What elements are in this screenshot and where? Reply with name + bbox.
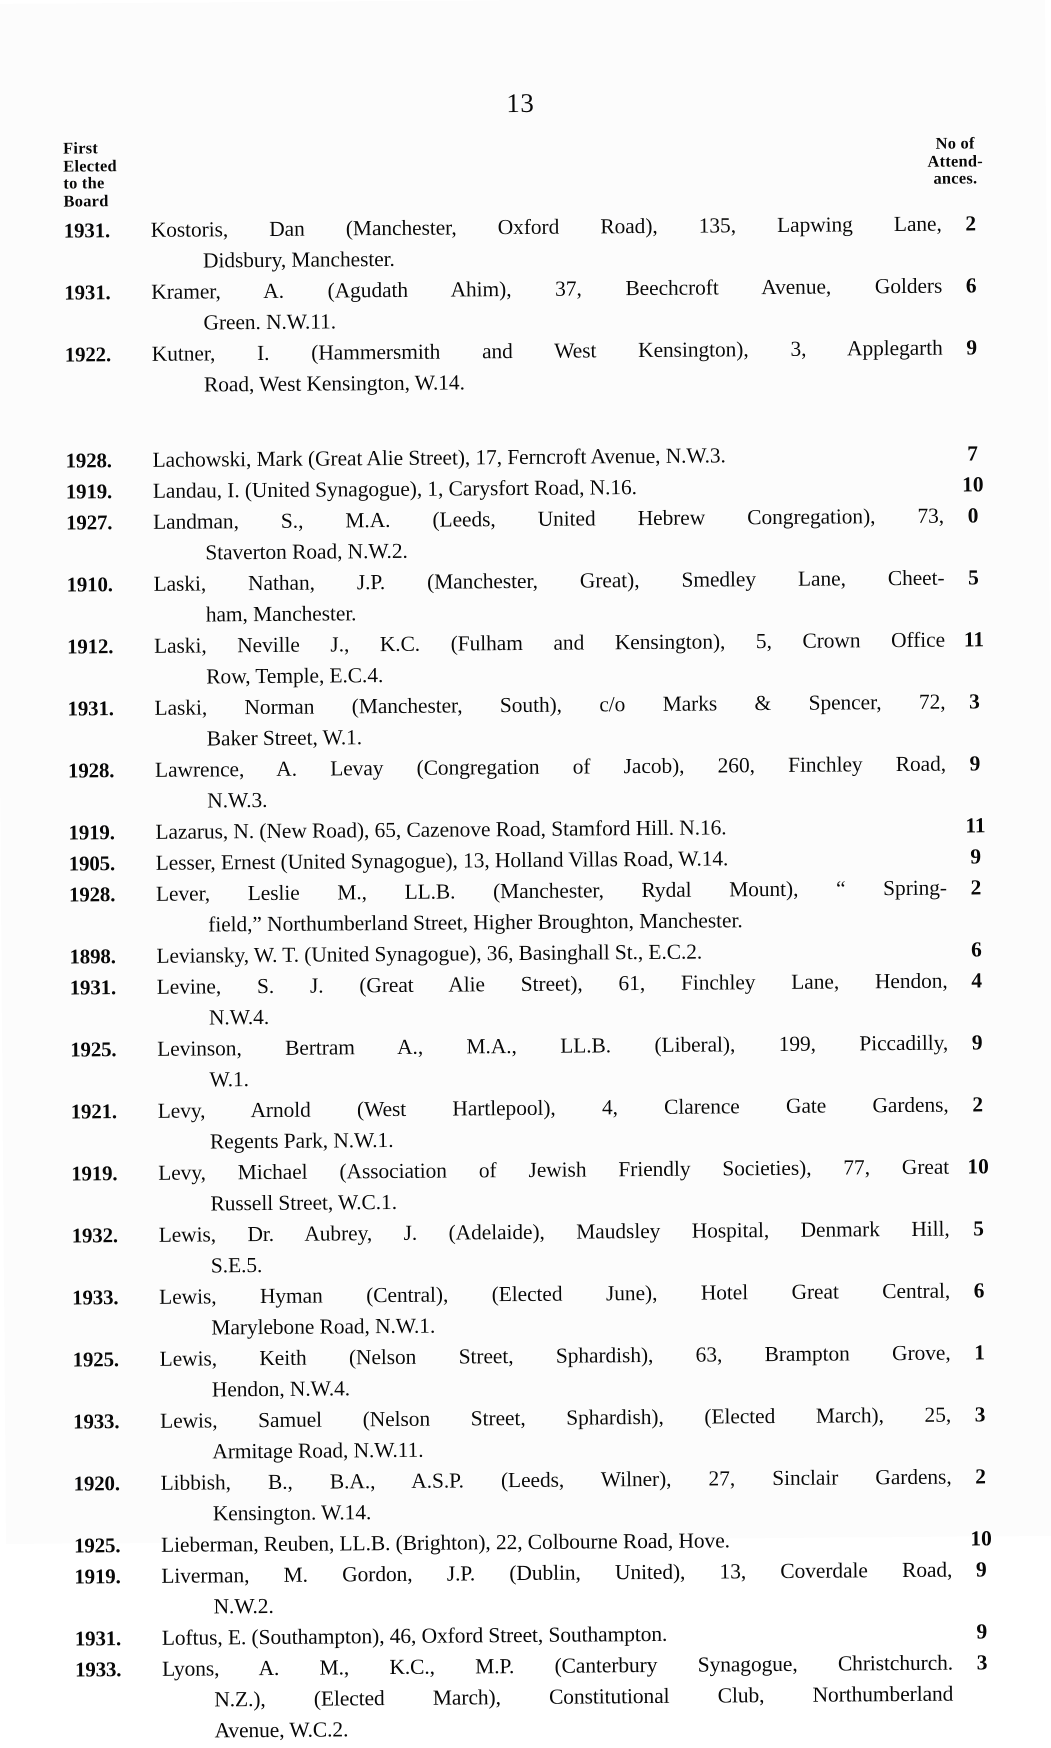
entry-year-elected: 1919. xyxy=(65,479,113,504)
column-header-attendances xyxy=(895,134,1015,187)
entry-line: Lieberman, Reuben, LL.B. (Brighton), 22, Colbourne Road, Hove. xyxy=(160,1528,730,1557)
column-header-line: ances. xyxy=(933,168,978,188)
entry-attendance-count: 5 xyxy=(968,565,979,590)
entry-line: Green. N.W.11. xyxy=(203,309,337,335)
entry-details xyxy=(153,563,944,631)
entry-attendance-count: 3 xyxy=(976,1650,988,1675)
entry-attendance-count: 1 xyxy=(974,1340,986,1365)
entry-attendance-count: 0 xyxy=(967,503,979,528)
entry-details xyxy=(159,1214,950,1282)
member-entry xyxy=(0,748,1051,818)
entry-attendance-count: 6 xyxy=(970,937,982,962)
entry-year-elected: 1922. xyxy=(64,342,112,367)
member-entry xyxy=(0,500,1049,570)
entry-attendance-count: 11 xyxy=(965,813,986,838)
entry-details xyxy=(157,966,948,1034)
entry-year-elected: 1912. xyxy=(66,634,114,659)
entry-attendance-count: 6 xyxy=(965,273,977,298)
entry-line: Lawrence, A. Levay (Congregation of Jacob), 260, Finchley Road, xyxy=(154,751,947,782)
entry-year-elected: 1920. xyxy=(73,1471,120,1496)
member-entry xyxy=(3,1151,1051,1221)
entry-details xyxy=(152,333,943,401)
entry-details xyxy=(161,1555,952,1623)
entry-line: Avenue, W.C.2. xyxy=(214,1717,349,1743)
entry-year-elected: 1898. xyxy=(69,944,116,969)
entry-attendance-count: 9 xyxy=(976,1619,988,1644)
member-entry xyxy=(5,1461,1051,1531)
entry-year-elected: 1919. xyxy=(71,1161,118,1186)
entry-year-elected: 1933. xyxy=(73,1409,120,1434)
entry-attendance-count: 2 xyxy=(972,1092,984,1117)
entry-attendance-count: 2 xyxy=(965,211,977,236)
entry-details xyxy=(160,1462,951,1530)
entry-line: Kutner, I. (Hammersmith and West Kensington), 3, Applegarth xyxy=(151,335,943,366)
entry-year-elected: 1925. xyxy=(73,1533,121,1558)
entry-details xyxy=(158,1152,949,1220)
column-header-first-elected xyxy=(63,139,117,209)
member-entry xyxy=(0,686,1051,756)
entry-line: Levy, Michael (Association of Jewish Friendly Societies), 77, Great xyxy=(158,1154,950,1185)
entry-line: Armitage Road, N.W.11. xyxy=(212,1437,424,1464)
member-entry xyxy=(5,1337,1051,1407)
entry-line: Regents Park, N.W.1. xyxy=(209,1128,394,1154)
entry-year-elected: 1919. xyxy=(68,820,115,845)
member-entry xyxy=(5,1399,1051,1469)
entry-attendance-count: 9 xyxy=(971,1030,983,1055)
entry-attendance-count: 10 xyxy=(970,1526,992,1551)
entry-line: Russell Street, W.C.1. xyxy=(210,1189,398,1216)
entry-attendance-count: 10 xyxy=(961,472,984,497)
entry-line: Lewis, Hyman (Central), (Elected June), Hotel Great Central, xyxy=(159,1278,951,1309)
entry-line: Landman, S., M.A. (Leeds, United Hebrew Congregation), 73, xyxy=(152,503,945,534)
entry-line: Kramer, A. (Agudath Ahim), 37, Beechcroft Avenue, Golders xyxy=(151,273,943,304)
entry-details xyxy=(160,1400,951,1468)
entry-year-elected: 1927. xyxy=(65,510,113,535)
entry-year-elected: 1925. xyxy=(72,1347,119,1372)
column-header-line: No of xyxy=(935,133,975,153)
column-header-line: Attend- xyxy=(927,150,984,171)
entry-attendance-count: 9 xyxy=(975,1557,987,1582)
entry-attendance-count: 9 xyxy=(966,335,978,360)
entry-attendance-count: 9 xyxy=(970,844,982,869)
entry-details xyxy=(162,1648,954,1747)
member-entry xyxy=(0,208,1047,278)
entry-year-elected: 1925. xyxy=(70,1037,117,1062)
member-entry xyxy=(0,332,1048,402)
column-header-line: First xyxy=(63,138,99,158)
entry-line: N.Z.), (Elected March), Constitutional Club, Northumberland xyxy=(214,1681,954,1712)
entry-details xyxy=(154,687,945,755)
entry-line: field,” Northumberland Street, Higher Broughton, Manchester. xyxy=(208,908,743,937)
entry-attendance-count: 4 xyxy=(971,968,983,993)
entry-year-elected: 1931. xyxy=(74,1626,122,1651)
entry-line: N.W.4. xyxy=(208,1004,270,1030)
entry-line: Lyons, A. M., K.C., M.P. (Canterbury Synagogue, Christchurch. xyxy=(161,1650,954,1681)
entry-line: Loftus, E. (Southampton), 46, Oxford Street, Southampton. xyxy=(161,1621,668,1650)
entry-details xyxy=(153,501,944,569)
entry-line: ham, Manchester. xyxy=(205,601,357,627)
entry-year-elected: 1921. xyxy=(70,1099,118,1124)
entry-line: Kensington. W.14. xyxy=(212,1500,372,1526)
member-entry xyxy=(4,1213,1051,1283)
entry-year-elected: 1928. xyxy=(68,882,116,907)
entry-details xyxy=(158,1090,949,1158)
member-entry xyxy=(7,1647,1051,1748)
page-number: 13 xyxy=(506,87,535,119)
member-entry xyxy=(3,1089,1051,1159)
entry-attendance-count: 2 xyxy=(975,1464,987,1489)
entry-attendance-count: 7 xyxy=(967,441,978,466)
entry-attendance-count: 2 xyxy=(970,875,982,900)
entry-line: Liverman, M. Gordon, J.P. (Dublin, United), 13, Coverdale Road, xyxy=(161,1557,953,1588)
entry-line: Lesser, Ernest (United Synagogue), 13, Holland Villas Road, W.14. xyxy=(155,846,729,875)
entry-line: Road, West Kensington, W.14. xyxy=(203,370,465,397)
entry-line: N.W.2. xyxy=(213,1593,274,1619)
entry-details xyxy=(151,209,942,277)
column-header-line: to the xyxy=(63,173,105,193)
entry-line: Leviansky, W. T. (United Synagogue), 36, Basinghall St., E.C.2. xyxy=(156,939,703,968)
member-entry xyxy=(2,1027,1051,1097)
entry-year-elected: 1933. xyxy=(74,1657,122,1682)
member-entry xyxy=(2,965,1051,1035)
entry-line: Row, Temple, E.C.4. xyxy=(206,663,384,689)
entry-line: Levinson, Bertram A., M.A., LL.B. (Liberal), 199, Piccadilly, xyxy=(157,1030,949,1061)
entry-year-elected: 1933. xyxy=(72,1285,119,1310)
entry-line: Libbish, B., B.A., A.S.P. (Leeds, Wilner), 27, Sinclair Gardens, xyxy=(160,1464,952,1495)
entry-line: Didsbury, Manchester. xyxy=(202,246,395,273)
member-entry xyxy=(1,872,1051,942)
entry-year-elected: 1928. xyxy=(67,758,115,783)
entry-line: Lazarus, N. (New Road), 65, Cazenove Road, Stamford Hill. N.16. xyxy=(155,815,727,844)
entry-attendance-count: 9 xyxy=(969,751,981,776)
entry-details xyxy=(155,749,946,817)
entry-year-elected: 1928. xyxy=(65,448,112,473)
entry-line: Baker Street, W.1. xyxy=(206,725,363,751)
entry-attendance-count: 6 xyxy=(973,1278,985,1303)
entry-year-elected: 1931. xyxy=(67,696,114,721)
entry-year-elected: 1919. xyxy=(74,1564,121,1589)
entry-details xyxy=(159,1276,950,1344)
entry-line: Laski, Neville J., K.C. (Fulham and Kensington), 5, Crown Office xyxy=(153,627,946,658)
entry-line: Lachowski, Mark (Great Alie Street), 17, Ferncroft Avenue, N.W.3. xyxy=(152,443,726,472)
column-header-line: Elected xyxy=(63,155,117,176)
entry-line: Kostoris, Dan (Manchester, Oxford Road), 135, Lapwing Lane, xyxy=(150,211,942,242)
entry-line: Laski, Norman (Manchester, South), c/o Marks & Spencer, 72, xyxy=(154,689,946,720)
entry-details xyxy=(156,873,947,941)
column-header-line: Board xyxy=(63,190,109,211)
entry-year-elected: 1931. xyxy=(63,218,111,243)
entry-line: S.E.5. xyxy=(210,1253,263,1278)
entry-line: Marylebone Road, N.W.1. xyxy=(211,1313,436,1340)
member-entry xyxy=(0,624,1050,694)
entry-line: Lewis, Keith (Nelson Street, Sphardish), 63, Brampton Grove, xyxy=(159,1340,951,1371)
entry-line: Levy, Arnold (West Hartlepool), 4, Clarence Gate Gardens, xyxy=(157,1092,949,1123)
entry-attendance-count: 11 xyxy=(963,627,985,652)
entry-line: N.W.3. xyxy=(207,787,268,813)
entry-year-elected: 1931. xyxy=(64,280,111,305)
member-entry xyxy=(4,1275,1051,1345)
entry-details xyxy=(159,1338,950,1406)
entry-details xyxy=(157,1028,948,1096)
entry-details xyxy=(151,271,942,339)
entry-year-elected: 1910. xyxy=(66,572,113,597)
entry-line: Laski, Nathan, J.P. (Manchester, Great), Smedley Lane, Cheet- xyxy=(153,565,945,596)
entry-year-elected: 1905. xyxy=(68,851,116,876)
entry-line: Lewis, Dr. Aubrey, J. (Adelaide), Maudsley Hospital, Denmark Hill, xyxy=(158,1216,950,1247)
entry-line: Lever, Leslie M., LL.B. (Manchester, Rydal Mount), “ Spring- xyxy=(155,875,948,906)
entry-attendance-count: 3 xyxy=(969,689,980,714)
entry-line: Levine, S. J. (Great Alie Street), 61, Finchley Lane, Hendon, xyxy=(156,968,948,999)
entry-line: Staverton Road, N.W.2. xyxy=(205,538,408,565)
member-list xyxy=(0,208,1051,1748)
member-entry xyxy=(0,270,1048,340)
entry-attendance-count: 10 xyxy=(967,1154,989,1179)
entry-line: Hendon, N.W.4. xyxy=(211,1376,351,1402)
entry-year-elected: 1932. xyxy=(71,1223,119,1248)
entry-year-elected: 1931. xyxy=(69,975,117,1000)
entry-line: Lewis, Samuel (Nelson Street, Sphardish), (Elected March), 25, xyxy=(160,1402,952,1433)
member-entry xyxy=(6,1554,1051,1624)
entry-attendance-count: 3 xyxy=(974,1402,986,1427)
member-entry xyxy=(0,562,1050,632)
entry-line: W.1. xyxy=(209,1067,249,1092)
entry-attendance-count: 5 xyxy=(973,1216,985,1241)
entry-details xyxy=(154,625,945,693)
entry-line: Landau, I. (United Synagogue), 1, Carysfort Road, N.16. xyxy=(152,475,638,503)
